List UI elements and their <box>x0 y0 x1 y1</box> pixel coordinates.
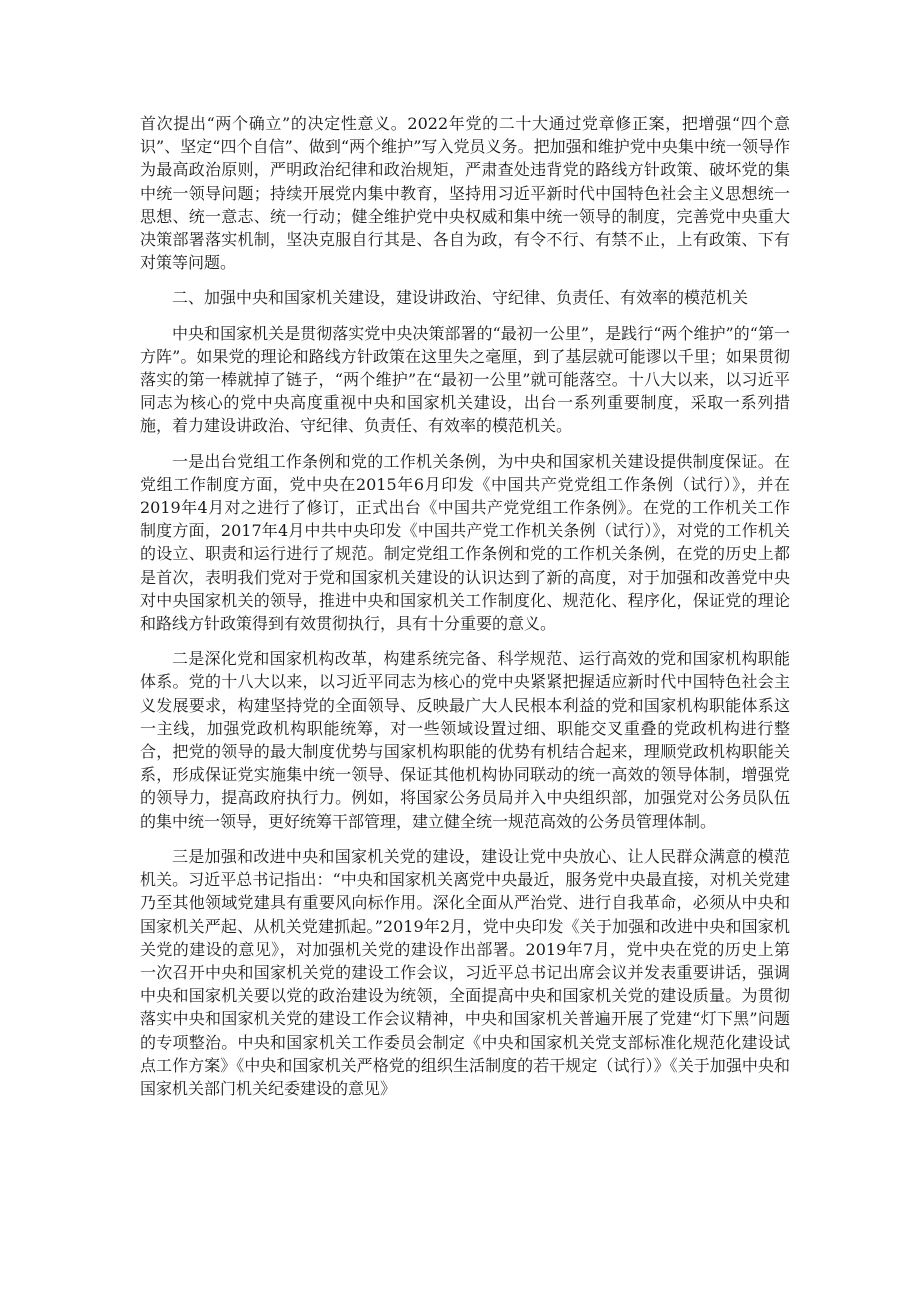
paragraph-point-one: 一是出台党组工作条例和党的工作机关条例，为中央和国家机关建设提供制度保证。在党组工作制度方面，党中央在2015年6月印发《中国共产党党组工作条例（试行）》，并在2019年4月对之进行了修订，正式出台《中国共产党党组工作条例》。在党的工作机关工作制度方面，2017年4月中共中央印发《中国共产党工作机关条例（试行）》，对党的工作机关的设立、职责和运行进行了规范。制定党组工作条例和党的工作机关条例，在党的历史上都是首次，表明我们党对于党和国家机关建设的认识达到了新的高度，对于加强和改善党中央对中央国家机关的领导，推进中央和国家机关工作制度化、规范化、程序化，保证党的理论和路线方针政策得到有效贯彻执行，具有十分重要的意义。 <box>140 451 790 634</box>
paragraph-central-organs: 中央和国家机关是贯彻落实党中央决策部署的“最初一公里”，是践行“两个维护”的“第一方阵”。如果党的理论和路线方针政策在这里失之毫厘，到了基层就可能谬以千里；如果贯彻落实的第一棒就掉了链子，“两个维护”在“最初一公里”就可能落空。十八大以来，以习近平同志为核心的党中央高度重视中央和国家机关建设，出台一系列重要制度，采取一系列措施，着力建设讲政治、守纪律、负责任、有效率的模范机关。 <box>140 323 790 436</box>
section-heading: 二、加强中央和国家机关建设，建设讲政治、守纪律、负责任、有效率的模范机关 <box>172 288 749 308</box>
document-page <box>140 112 790 1112</box>
paragraph-continuation: 首次提出“两个确立”的决定性意义。2022年党的二十大通过党章修正案，把增强“四个意识”、坚定“四个自信”、做到“两个维护”写入党员义务。把加强和维护党中央集中统一领导作为最高政治原则，严明政治纪律和政治规矩，严肃查处违背党的路线方针政策、破坏党的集中统一领导问题；持续开展党内集中教育，坚持用习近平新时代中国特色社会主义思想统一思想、统一意志、统一行动；健全维护党中央权威和集中统一领导的制度，完善党中央重大决策部署落实机制，坚决克服自行其是、各自为政，有令不行、有禁不止，上有政策、下有对策等问题。 <box>140 114 790 273</box>
paragraph-point-two: 二是深化党和国家机构改革，构建系统完备、科学规范、运行高效的党和国家机构职能体系。党的十八大以来，以习近平同志为核心的党中央紧紧把握适应新时代中国特色社会主义发展要求，构建坚持党的全面领导、反映最广大人民根本利益的党和国家机构职能体系这一主线，加强党政机构职能统筹，对一些领域设置过细、职能交叉重叠的党政机构进行整合，把党的领导的最大制度优势与国家机构职能的优势有机结合起来，理顺党政机构职能关系，形成保证党实施集中统一领导、保证其他机构协同联动的统一高效的领导体制，增强党的领导力，提高政府执行力。例如，将国家公务员局并入中央组织部，加强党对公务员队伍的集中统一领导，更好统筹干部管理，建立健全统一规范高效的公务员管理体制。 <box>140 649 790 831</box>
paragraph-point-three: 三是加强和改进中央和国家机关党的建设，建设让党中央放心、让人民群众满意的模范机关。习近平总书记指出：“中央和国家机关离党中央最近，服务党中央最直接，对机关党建乃至其他领域党建具有重要风向标作用。深化全面从严治党、进行自我革命，必须从中央和国家机关严起、从机关党建抓起。”2019年2月，党中央印发《关于加强和改进中央和国家机关党的建设的意见》，对加强机关党的建设作出部署。2019年7月，党中央在党的历史上第一次召开中央和国家机关党的建设工作会议，习近平总书记出席会议并发表重要讲话，强调中央和国家机关要以党的政治建设为统领，全面提高中央和国家机关党的建设质量。为贯彻落实中央和国家机关党的建设工作会议精神，中央和国家机关普遍开展了党建“灯下黑”问题的专项整治。中央和国家机关工作委员会制定《中央和国家机关党支部标准化规范化建设试点工作方案》《中央和国家机关严格党的组织生活制度的若干规定（试行）》《关于加强中央和国家机关部门机关纪委建设的意见》 <box>140 846 790 1098</box>
